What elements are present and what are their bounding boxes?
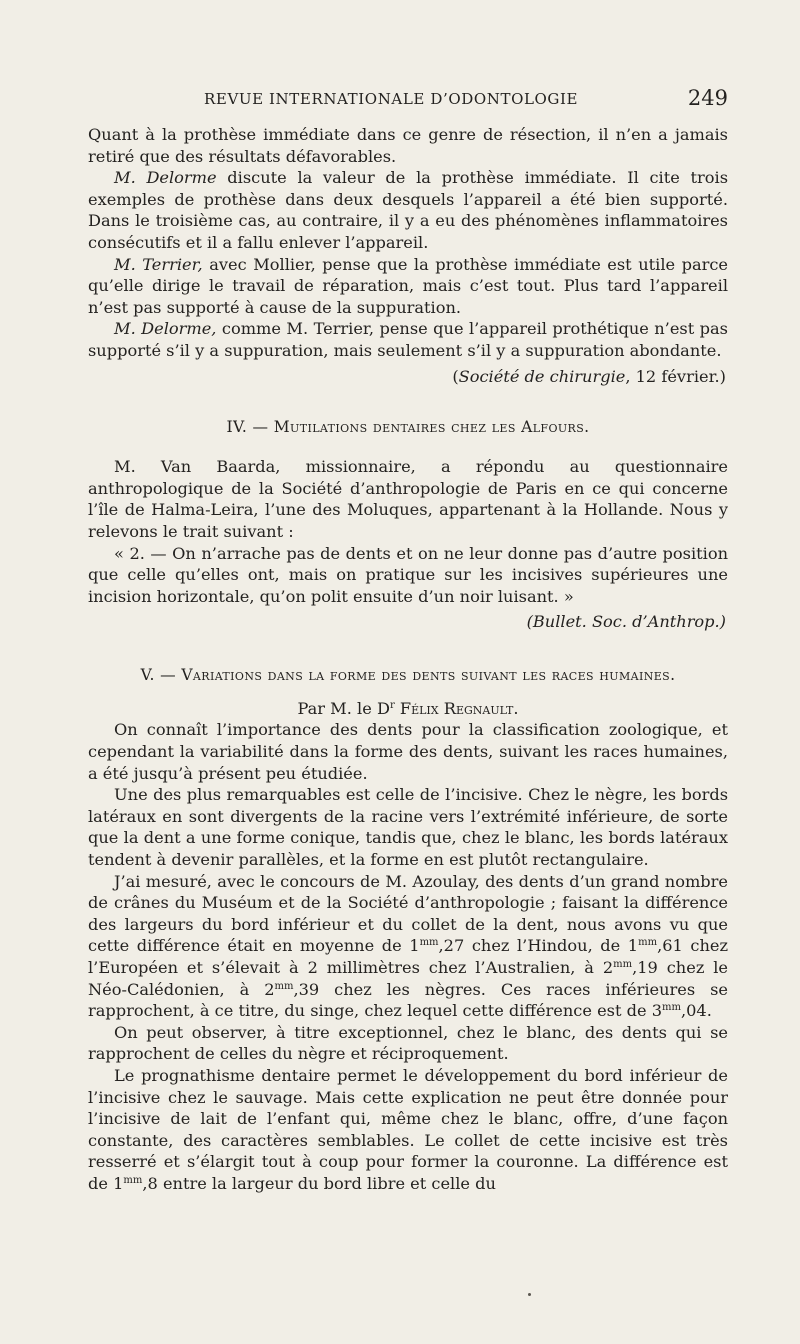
- paragraph: Le prognathisme dentaire permet le développement du bord inférieur de l’incisive chez le sauvage. Mais cette explication ne peut être donnée pour l’incisive de lait de l’enfant qui, même chez le blanc, offre, d’une façon constante, des caractères semblables. Le collet de cette incisive est très resserré et s’élargit tout à coup pour former la couronne. La différence est de $1^{mm},8$ entre la largeur du bord libre et celle du: [88, 1065, 728, 1193]
- paragraph: Quant à la prothèse immédiate dans ce genre de résection, il n’en a jamais retiré que des résultats défavorables.: [88, 125, 728, 166]
- speaker-name: M. Delorme,: [114, 319, 217, 339]
- paragraph: Une des plus remarquables est celle de l’incisive. Chez le nègre, les bords latéraux en sont divergents de la racine vers l’extrémité inférieure, de sorte que la dent a une forme conique, tandis que, chez le blanc, les bords latéraux tendent à devenir parallèles, et la forme en est plutôt rectangulaire.: [88, 785, 728, 870]
- running-head: [88, 86, 728, 116]
- paragraph: M. Terrier, avec Mollier, pense que la prothèse immédiate est utile parce qu’elle dirige le travail de réparation, mais c’est tout. Plus tard l’appareil n’est pas supporté à cause de la suppuration.: [88, 254, 728, 317]
- quote-paragraph: « 2. — On n’arrache pas de dents et on ne leur donne pas d’autre position que celle qu’elles ont, mais on pratique sur les incisives supérieures une incision horizontale, qu’on polit ensuite d’un noir luisant. »: [88, 543, 728, 606]
- section-heading-iv: IV. — Mutilations dentaires chez les Alfours.: [226, 418, 590, 437]
- citation: (Société de chirurgie, 12 février.): [452, 366, 726, 386]
- paragraph: M. Delorme, comme M. Terrier, pense que l’appareil prothétique n’est pas supporté s’il y a suppuration, mais seulement s’il y a suppuration abondante.: [88, 319, 728, 360]
- body-text: [88, 124, 728, 1195]
- section-heading-v: V. — Variations dans la forme des dents suivant les races humaines.: [140, 665, 676, 684]
- speaker-name: M. Terrier,: [114, 254, 203, 274]
- print-speck: [528, 1293, 531, 1296]
- paragraph: On peut observer, à titre exceptionnel, chez le blanc, des dents qui se rapprochent de celles du nègre et réciproquement.: [88, 1022, 728, 1064]
- page-number: 249: [687, 86, 728, 110]
- citation: (Bullet. Soc. d’Anthrop.): [526, 612, 726, 632]
- author-line: Par M. le $D^r$ Félix Regnault.: [297, 698, 519, 718]
- paragraph: J’ai mesuré, avec le concours de M. Azoulay, des dents d’un grand nombre de crânes du Muséum et de la Société d’anthropologie ; faisant la différence des largeurs du bord inférieur et du collet de la dent, nous avons vu que cette différence était en moyenne de $1^{mm},27$ chez l’Hindou, de $1^{mm},61$ chez l’Européen et s’élevait à 2 millimètres chez l’Australien, à $2^{mm},19$ chez le Néo-Calédonien, à $2^{mm},39$ chez les nègres. Ces races inférieures se rapprochent, à ce titre, du singe, chez lequel cette différence est de $3^{mm},04$.: [88, 871, 728, 1021]
- paragraph: M. Van Baarda, missionnaire, a répondu au questionnaire anthropologique de la Société d’anthropologie de Paris en ce qui concerne l’île de Halma-Leira, l’une des Moluques, appartenant à la Hollande. Nous y relevons le trait suivant :: [88, 457, 728, 541]
- speaker-name: M. Delorme: [114, 168, 217, 188]
- paragraph: On connaît l’importance des dents pour la classification zoologique, et cependant la variabilité dans la forme des dents, suivant les races humaines, a été jusqu’à présent peu étudiée.: [88, 720, 728, 783]
- paragraph: M. Delorme discute la valeur de la prothèse immédiate. Il cite trois exemples de prothèse dans deux desquels l’appareil a été bien supporté. Dans le troisième cas, au contraire, il y a eu des phénomènes inflammatoires consécutifs et il a fallu enlever l’appareil.: [88, 168, 729, 252]
- running-title: REVUE INTERNATIONALE D’ODONTOLOGIE: [204, 90, 579, 108]
